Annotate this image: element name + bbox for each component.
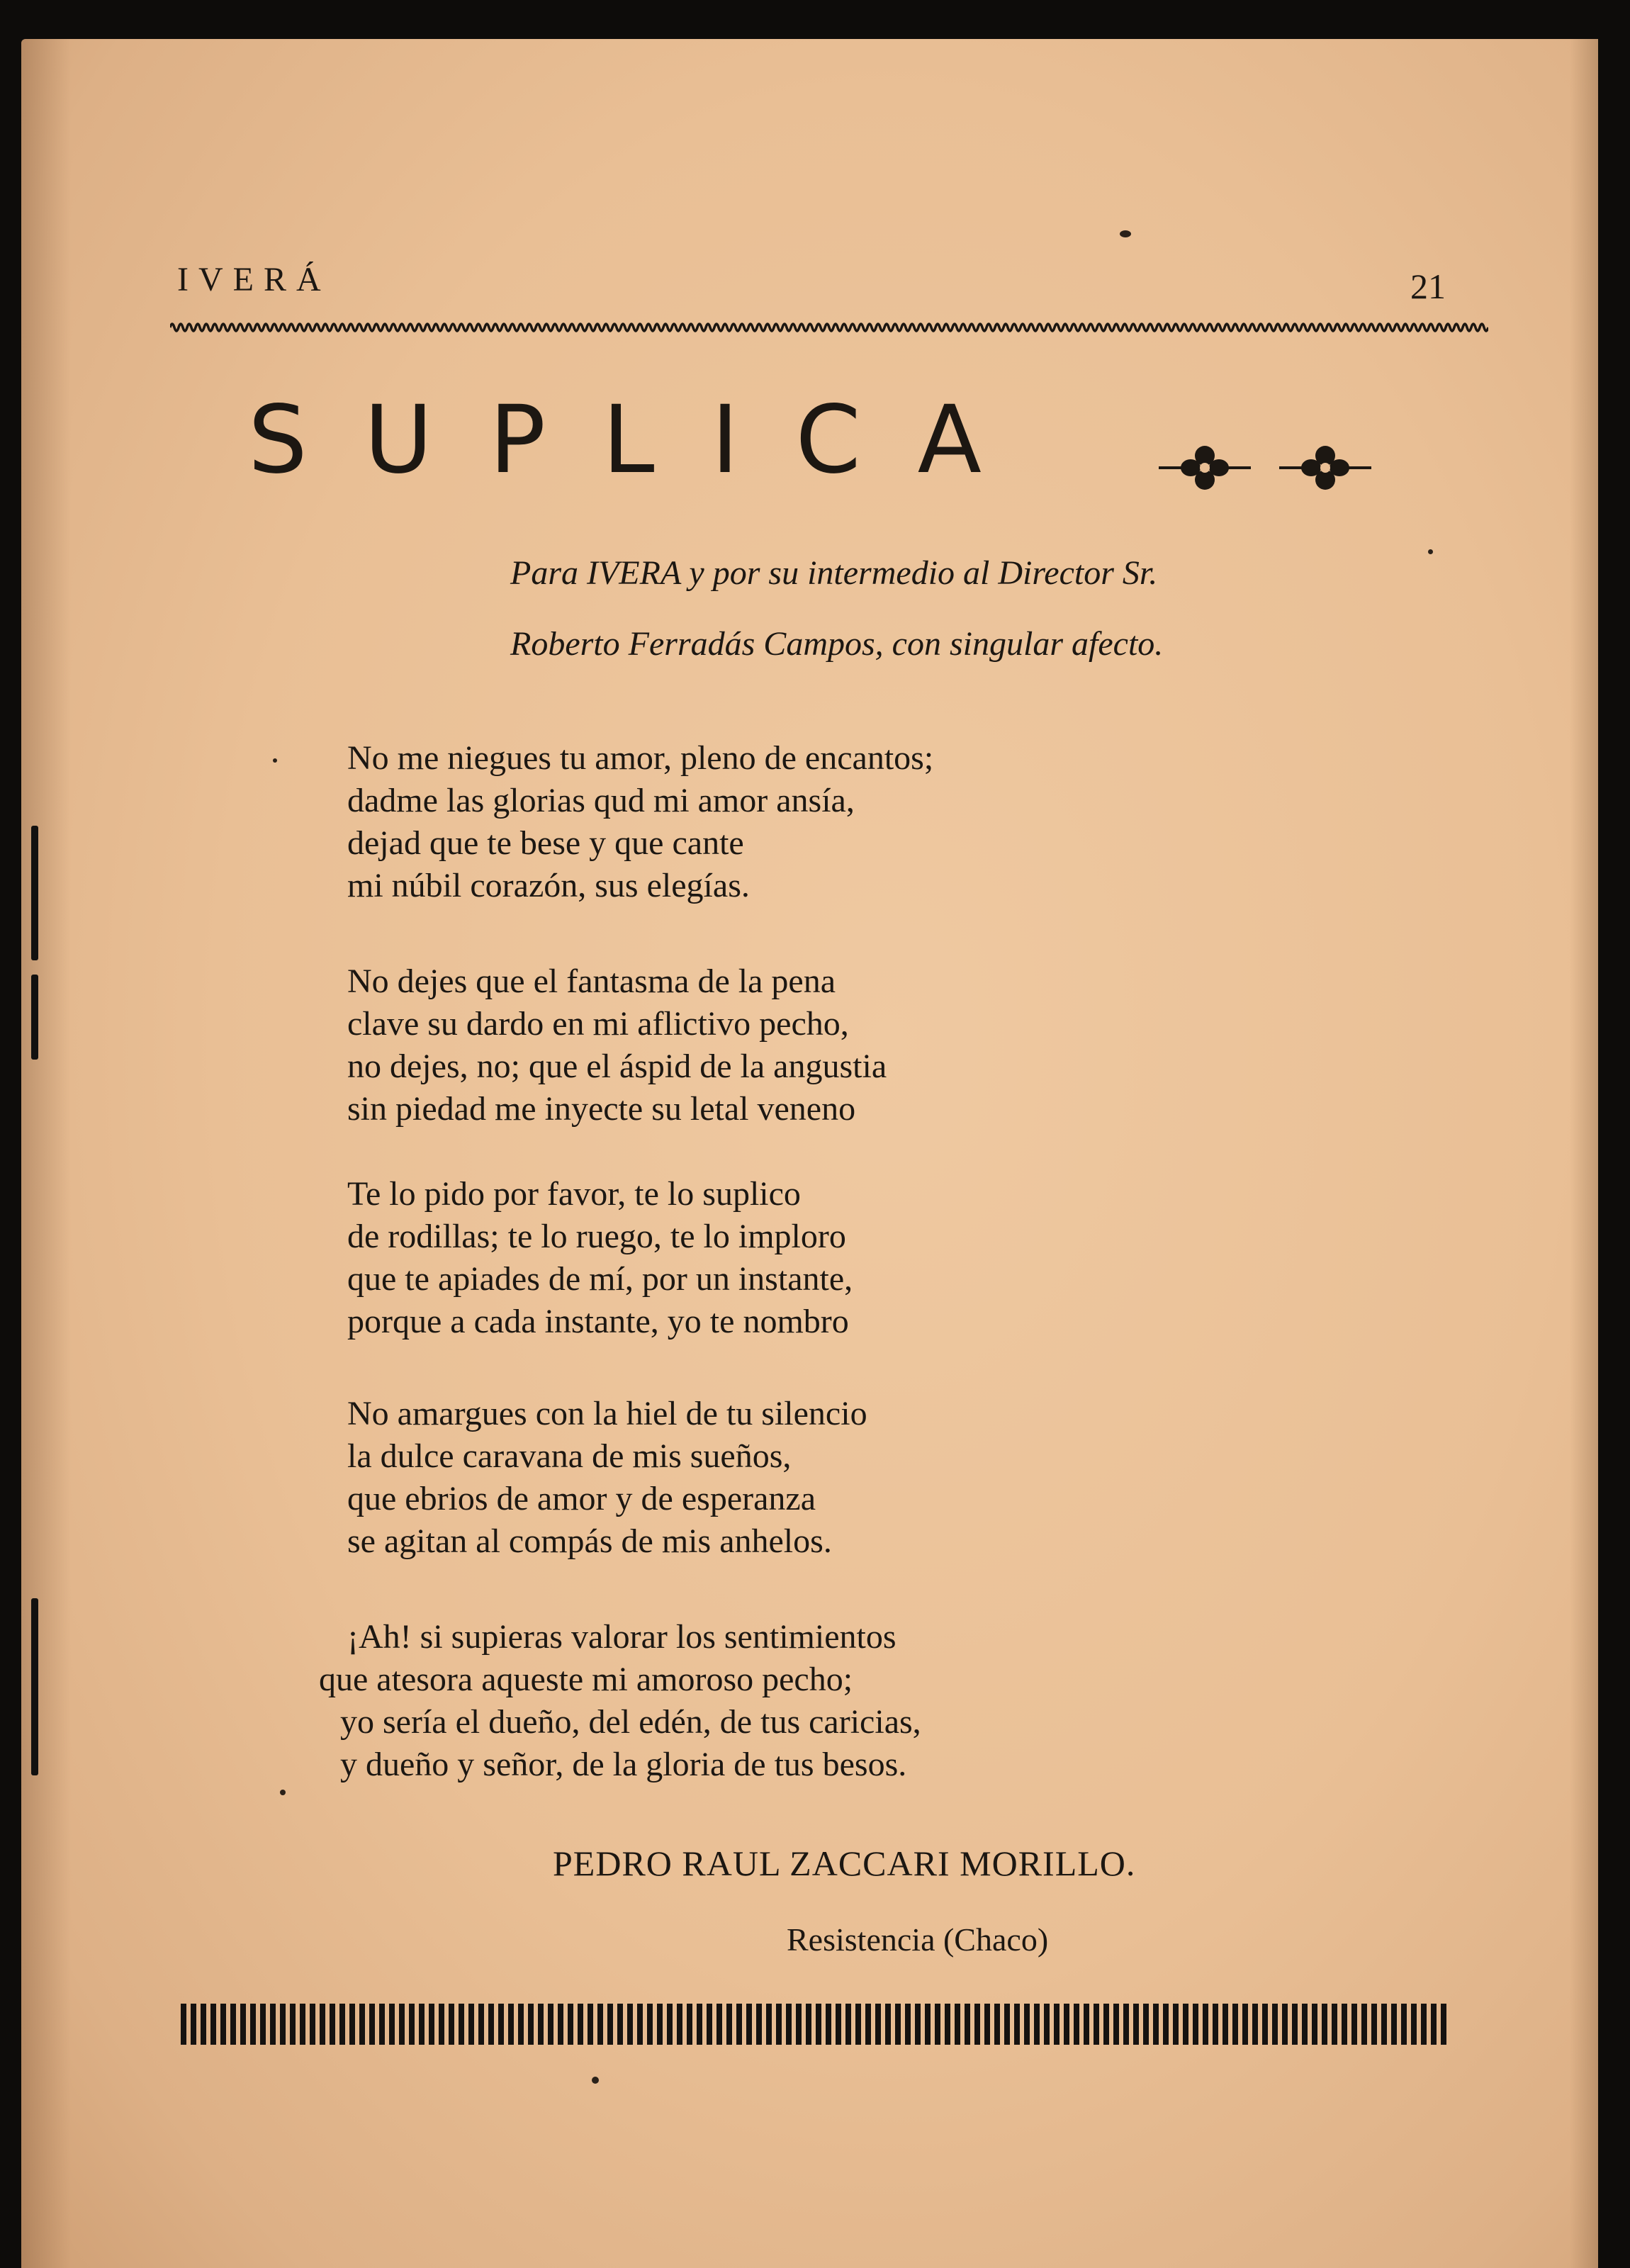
verse-line: que atesora aqueste mi amoroso pecho; xyxy=(319,1661,853,1698)
rule-bar xyxy=(855,2004,861,2045)
rule-bar xyxy=(280,2004,286,2045)
rule-bar xyxy=(895,2004,901,2045)
stanza-5 xyxy=(319,1616,1240,1786)
verse-line: Te lo pido por favor, te lo suplico xyxy=(347,1175,801,1213)
rule-bar xyxy=(538,2004,544,2045)
verse-line: No dejes que el fantasma de la pena xyxy=(347,962,836,1000)
dedication-line-1: Para IVERA y por su intermedio al Director Sr. xyxy=(510,554,1158,592)
stanza-3 xyxy=(347,1173,1269,1343)
rule-bar xyxy=(1322,2004,1327,2045)
rule-bar xyxy=(528,2004,534,2045)
rule-bar xyxy=(1054,2004,1060,2045)
verse-line: y dueño y señor, de la gloria de tus besos. xyxy=(340,1746,907,1783)
staple-mark xyxy=(31,975,38,1060)
staple-mark xyxy=(31,1697,38,1775)
rule-bar xyxy=(716,2004,722,2045)
rule-bar xyxy=(1024,2004,1030,2045)
rule-bar xyxy=(478,2004,484,2045)
rule-bar xyxy=(1272,2004,1278,2045)
rule-bar xyxy=(230,2004,236,2045)
rule-bar xyxy=(449,2004,454,2045)
rule-bar xyxy=(726,2004,732,2045)
rule-bar xyxy=(558,2004,563,2045)
rule-bar xyxy=(399,2004,405,2045)
rule-bar xyxy=(1014,2004,1020,2045)
rule-bar xyxy=(1222,2004,1228,2045)
rule-bar xyxy=(865,2004,871,2045)
rule-bar xyxy=(984,2004,990,2045)
rule-bar xyxy=(468,2004,474,2045)
rule-bar xyxy=(1004,2004,1010,2045)
rule-bar xyxy=(766,2004,772,2045)
rule-bar xyxy=(826,2004,831,2045)
rule-bar xyxy=(518,2004,524,2045)
verse-line: ¡Ah! si supieras valorar los sentimientos xyxy=(347,1618,896,1656)
rule-bar xyxy=(1332,2004,1337,2045)
rule-bar xyxy=(667,2004,673,2045)
rule-bar xyxy=(697,2004,702,2045)
rule-bar xyxy=(568,2004,573,2045)
rule-bar xyxy=(1381,2004,1387,2045)
rule-bar xyxy=(220,2004,226,2045)
rule-bar xyxy=(330,2004,335,2045)
rule-bar xyxy=(588,2004,593,2045)
rule-bar xyxy=(1232,2004,1238,2045)
rule-bar xyxy=(1153,2004,1159,2045)
rule-bar xyxy=(1411,2004,1417,2045)
rule-bar xyxy=(389,2004,395,2045)
verse-line: sin piedad me inyecte su letal veneno xyxy=(347,1090,856,1128)
verse-line: la dulce caravana de mis sueños, xyxy=(347,1437,792,1475)
rule-bar xyxy=(1064,2004,1069,2045)
rule-bar xyxy=(310,2004,315,2045)
rule-bar xyxy=(409,2004,415,2045)
rule-bar xyxy=(845,2004,851,2045)
rule-bar xyxy=(1213,2004,1218,2045)
rule-bar xyxy=(498,2004,504,2045)
rule-bar xyxy=(875,2004,881,2045)
rule-bar xyxy=(657,2004,663,2045)
rule-bar xyxy=(379,2004,385,2045)
paper-speck xyxy=(273,758,277,763)
rule-bar xyxy=(1163,2004,1169,2045)
stanza-2 xyxy=(347,960,1269,1130)
poem-title: SUPLICA xyxy=(248,386,1038,495)
paper-speck xyxy=(592,2077,599,2084)
wavy-rule xyxy=(170,319,1488,336)
rule-bar xyxy=(181,2004,186,2045)
rule-bar xyxy=(836,2004,841,2045)
stanza-4 xyxy=(347,1393,1269,1563)
rule-bar xyxy=(369,2004,375,2045)
fleuron-ornament-icon xyxy=(1279,443,1371,493)
rule-bar xyxy=(915,2004,921,2045)
verse-line: No amargues con la hiel de tu silencio xyxy=(347,1395,867,1432)
rule-bar xyxy=(816,2004,821,2045)
rule-bar xyxy=(508,2004,514,2045)
rule-bar xyxy=(905,2004,911,2045)
rule-bar xyxy=(955,2004,960,2045)
rule-bar xyxy=(210,2004,216,2045)
rule-bar xyxy=(359,2004,365,2045)
rule-bar xyxy=(1113,2004,1119,2045)
paper-speck xyxy=(1428,549,1433,554)
rule-bar xyxy=(201,2004,206,2045)
rule-bar xyxy=(687,2004,692,2045)
rule-bar xyxy=(617,2004,623,2045)
rule-bar xyxy=(1034,2004,1040,2045)
rule-bar xyxy=(637,2004,643,2045)
rule-bar xyxy=(250,2004,256,2045)
verse-line: que ebrios de amor y de esperanza xyxy=(347,1480,816,1517)
author-signature: PEDRO RAUL ZACCARI MORILLO. xyxy=(553,1843,1136,1883)
rule-bar xyxy=(578,2004,583,2045)
spine-shadow xyxy=(21,39,71,2268)
rule-bar xyxy=(1074,2004,1079,2045)
rule-bar xyxy=(439,2004,444,2045)
staple-mark xyxy=(31,826,38,960)
verse-line: clave su dardo en mi aflictivo pecho, xyxy=(347,1005,849,1043)
paper-speck xyxy=(1120,230,1131,237)
rule-bar xyxy=(1123,2004,1129,2045)
rule-bar xyxy=(1312,2004,1317,2045)
rule-bar xyxy=(1084,2004,1089,2045)
rule-bar xyxy=(1143,2004,1149,2045)
verse-line: de rodillas; te lo ruego, te lo imploro xyxy=(347,1218,846,1255)
verse-line: No me niegues tu amor, pleno de encantos; xyxy=(347,739,934,777)
rule-bar xyxy=(1342,2004,1347,2045)
rule-bar xyxy=(1401,2004,1407,2045)
rule-bar xyxy=(300,2004,305,2045)
rule-bar xyxy=(349,2004,355,2045)
rule-bar xyxy=(1282,2004,1288,2045)
rule-bar xyxy=(1044,2004,1050,2045)
rule-bar xyxy=(1203,2004,1208,2045)
verse-line: se agitan al compás de mis anhelos. xyxy=(347,1522,832,1560)
rule-bar xyxy=(1252,2004,1258,2045)
rule-bar xyxy=(974,2004,980,2045)
rule-bar xyxy=(1094,2004,1099,2045)
rule-bar xyxy=(647,2004,653,2045)
rule-bar xyxy=(597,2004,603,2045)
rule-bar xyxy=(1421,2004,1427,2045)
rule-bar xyxy=(796,2004,802,2045)
rule-bar xyxy=(736,2004,742,2045)
verse-line: que te apiades de mí, por un instante, xyxy=(347,1260,853,1298)
rule-bar xyxy=(270,2004,276,2045)
stanza-1 xyxy=(347,737,1269,907)
rule-bar xyxy=(419,2004,425,2045)
rule-bar xyxy=(746,2004,752,2045)
rule-bar xyxy=(935,2004,940,2045)
rule-bar xyxy=(885,2004,891,2045)
rule-bar xyxy=(1391,2004,1397,2045)
verse-line: mi núbil corazón, sus elegías. xyxy=(347,867,750,904)
rule-bar xyxy=(488,2004,494,2045)
rule-bar xyxy=(1351,2004,1357,2045)
rule-bar xyxy=(806,2004,811,2045)
rule-bar xyxy=(1431,2004,1437,2045)
rule-bar xyxy=(1183,2004,1188,2045)
book-page xyxy=(21,39,1598,2268)
verse-line: dejad que te bese y que cante xyxy=(347,824,744,862)
rule-bar xyxy=(707,2004,712,2045)
rule-bar xyxy=(339,2004,345,2045)
verse-line: porque a cada instante, yo te nombro xyxy=(347,1303,849,1340)
rule-bar xyxy=(240,2004,246,2045)
verse-line: no dejes, no; que el áspid de la angustia xyxy=(347,1048,887,1085)
rule-bar xyxy=(945,2004,950,2045)
rule-bar xyxy=(776,2004,782,2045)
rule-bar xyxy=(429,2004,434,2045)
paper-speck xyxy=(280,1790,286,1795)
rule-bar xyxy=(1173,2004,1179,2045)
rule-bar xyxy=(1371,2004,1377,2045)
rule-bar xyxy=(459,2004,464,2045)
rule-bar xyxy=(965,2004,970,2045)
rule-bar xyxy=(677,2004,682,2045)
rule-bar xyxy=(290,2004,296,2045)
rule-bar xyxy=(548,2004,553,2045)
rule-bar xyxy=(1262,2004,1268,2045)
rule-bar xyxy=(756,2004,762,2045)
verse-line: dadme las glorias qud mi amor ansía, xyxy=(347,782,855,819)
verse-line: yo sería el dueño, del edén, de tus caricias, xyxy=(340,1703,921,1741)
rule-bar xyxy=(260,2004,266,2045)
running-head-title: IVERÁ xyxy=(177,261,331,298)
rule-bar xyxy=(1103,2004,1109,2045)
page-edge-shadow xyxy=(1570,39,1598,2268)
rule-bar xyxy=(1242,2004,1248,2045)
rule-bar xyxy=(786,2004,792,2045)
rule-bar xyxy=(1193,2004,1198,2045)
rule-bar xyxy=(320,2004,325,2045)
rule-bar xyxy=(1361,2004,1367,2045)
rule-bar xyxy=(1441,2004,1446,2045)
rule-bar xyxy=(994,2004,1000,2045)
rule-bar xyxy=(1302,2004,1308,2045)
page-number: 21 xyxy=(1410,266,1446,306)
rule-bar xyxy=(627,2004,633,2045)
fleuron-ornament-icon xyxy=(1159,443,1251,493)
rule-bar xyxy=(925,2004,931,2045)
rule-bar xyxy=(1292,2004,1298,2045)
rule-bar xyxy=(191,2004,196,2045)
rule-bar xyxy=(607,2004,613,2045)
decorative-bar-rule xyxy=(174,1995,1463,2048)
dedication-line-2: Roberto Ferradás Campos, con singular afecto. xyxy=(510,625,1164,663)
author-location: Resistencia (Chaco) xyxy=(787,1921,1049,1958)
rule-bar xyxy=(1133,2004,1139,2045)
